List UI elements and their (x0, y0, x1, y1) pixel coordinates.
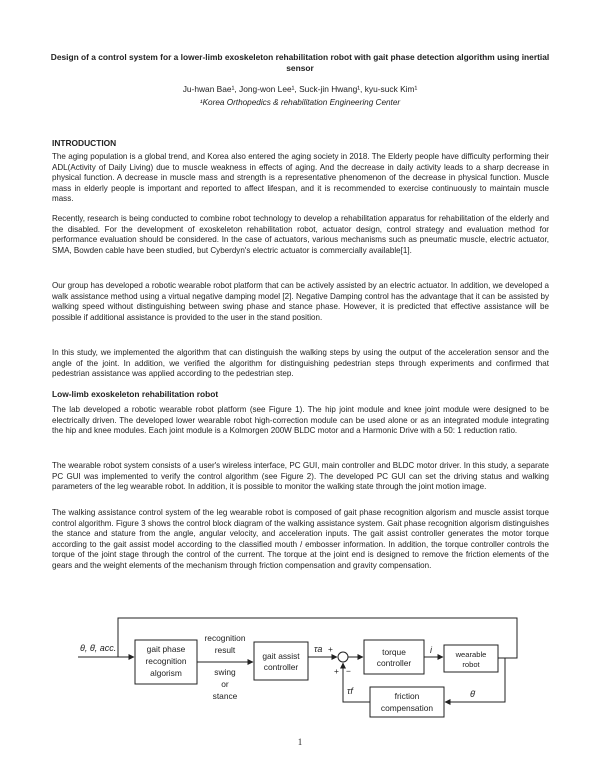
affiliation: ¹Korea Orthopedics & rehabilitation Engineering Center (199, 98, 401, 107)
intro-paragraph-3: Our group has developed a robotic wearable robot platform that can be actively assisted by an electric actuator. In addition, we developed a walk assistance method using a virtual negative damping model [2]. Negative Damping control has the advantage that it can be assisted by walking speed without distinguishing between swing phase and stance phase. However, it is predicted that effective assistance will be possible if additional assistance is provided to the user in the stand position. (52, 281, 549, 322)
result-label-1: recognition (204, 633, 246, 643)
paper-title: Design of a control system for a lower-limb exoskeleton rehabilitation robot with gait phase detection algorithm using inertial sensor (50, 52, 550, 73)
section-heading-exoskeleton: Low-limb exoskeleton rehabilitation robot (52, 389, 219, 399)
result-label-3: swing (214, 667, 236, 677)
author-list: Ju-hwan Bae¹, Jong-won Lee¹, Suck-jin Hwang¹, kyu-suck Kim¹ (182, 84, 418, 94)
intro-paragraph-4: In this study, we implemented the algorithm that can distinguish the walking steps by using the output of the acceleration sensor and the angle of the joint. In addition, we verified the algorithm for distinguishing pedestrian steps through experiments and confirmed that pedestrian assistance was applied according to the pedestrian step. (52, 348, 549, 379)
result-label-4: or (221, 679, 229, 689)
friction-block-label-2: compensation (380, 703, 434, 713)
gait-block-label-2: recognition (145, 656, 187, 666)
plus-sign-top: + (328, 644, 333, 654)
gait-block-label-1: gait phase (146, 644, 186, 654)
plus-sign-bottom: + (334, 666, 339, 676)
section2-paragraph-3: The walking assistance control system of the leg wearable robot is composed of gait phase recognition algorism and muscle assist torque control algorithm. Figure 3 shows the control block diagram of the walking assistance system. Gait phase recognition algorism distinguishes the stance and stature from the angle, angular velocity, and acceleration inputs. The gait assist controller generates the motor torque according to the gait assist model according to the classified mouth / embosser information. In addition, the torque controller controls the torque of the joint stage through the control of the current. The torque at the joint end is designed to remove the friction elements of the gears and the weight elements of the mechanism through friction compensation and gravity compensation. (52, 508, 549, 570)
intro-paragraph-1: The aging population is a global trend, and Korea also entered the aging society in 2018. The Elderly people have difficulty performing their ADL(Activity of Daily Living) due to muscle weakness in effects of aging. And the decrease in daily activity leads to a sharp decrease in physical function. A decrease in muscle mass and strength is a representative phenomenon of the decrease in physical function. Muscle mass in elderly people is important and reported to affect lifespan, and it is recommended to exercise continuously to maintain muscle mass. (52, 152, 549, 204)
theta-dot-label: θ̇ (470, 689, 475, 699)
assist-block-label-2: controller (263, 662, 299, 672)
section2-paragraph-1: The lab developed a robotic wearable robot platform (see Figure 1). The hip joint module and knee joint module were designed to be electrically driven. The developed lower wearable robot high-correction module can be used alone or as an integrated module integrating the hip and knee modules. Each joint module is a Kolmorgen 200W BLDC motor and a Harmonic Drive with a 50: 1 reduction ratio. (52, 405, 549, 436)
gait-block-label-3: algorism (150, 668, 182, 678)
page-number: 1 (297, 737, 303, 747)
summing-junction (338, 652, 348, 662)
section-heading-introduction: INTRODUCTION (52, 138, 117, 148)
input-signal-label: θ, θ̇, acc. (80, 643, 117, 653)
result-label-5: stance (212, 691, 238, 701)
minus-sign: − (346, 666, 351, 676)
robot-block-label-2: robot (462, 660, 480, 669)
result-label-2: result (214, 645, 236, 655)
assist-block-label-1: gait assist (262, 651, 300, 661)
intro-paragraph-2: Recently, research is being conducted to combine robot technology to develop a rehabilitation apparatus for rehabilitation of the elderly and the disabled. For the development of exoskeleton rehabilitation robot, actuator design, control strategy and evaluation method for performance evaluation should be considered. In the case of actuators, various mechanisms such as pneumatic muscle, electric actuator, SMA, Bowden cable have been studied, but Cyberdyn's electric actuator is commercially available[1]. (52, 214, 549, 255)
section2-paragraph-2: The wearable robot system consists of a user's wireless interface, PC GUI, main controller and BLDC motor driver. In this study, a separate PC GUI was implemented to verify the control algorithm (see Figure 2). The developed PC GUI can set the driving status and walking parameters of the leg wearable robot. In addition, it is possible to monitor the walking state through the joint motion image. (52, 461, 549, 492)
torque-block-label-2: controller (376, 658, 412, 668)
friction-block-label-1: friction (394, 691, 420, 701)
robot-block-label-1: wearable (455, 650, 487, 659)
current-label: i (430, 645, 432, 655)
torque-block-label-1: torque (382, 647, 406, 657)
tau-f-label: τf (347, 686, 353, 696)
torque-controller-block (364, 640, 424, 674)
tau-a-label: τa (314, 644, 323, 654)
gait-assist-controller-block (254, 642, 308, 680)
